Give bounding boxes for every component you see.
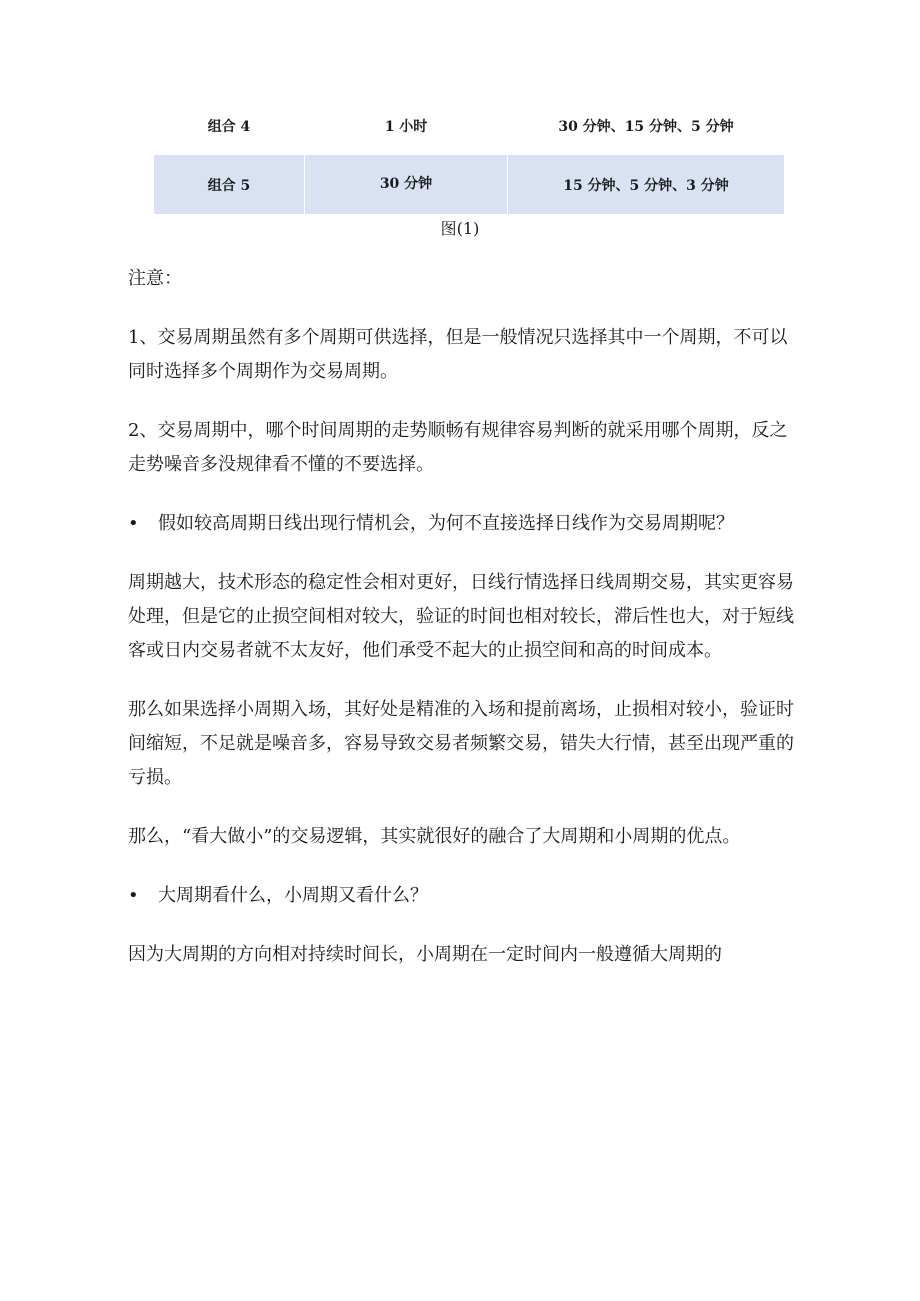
paragraph: 因为大周期的方向相对持续时间长，小周期在一定时间内一般遵循大周期的 <box>128 944 722 965</box>
bullet-icon: • <box>128 513 139 534</box>
sub-periods: 30 分钟、15 分钟、5 分钟 <box>558 118 734 135</box>
period-combination-table <box>154 96 784 214</box>
table-row <box>154 96 784 155</box>
paragraph: 那么如果选择小周期入场，其好处是精准的入场和提前离场，止损相对较小，验证时间缩短，不足就是噪音多，容易导致交易者频繁交易，错失大行情，甚至出现严重的亏损。 <box>128 699 794 788</box>
bullet-text: 大周期看什么，小周期又看什么？ <box>158 885 428 906</box>
note-item-1: 1、交易周期虽然有多个周期可供选择，但是一般情况只选择其中一个周期，不可以同时选择多个周期作为交易周期。 <box>128 327 788 382</box>
bullet-question-1 <box>128 507 796 541</box>
notes-heading: 注意： <box>128 268 182 289</box>
combination-name: 组合 4 <box>207 118 251 135</box>
combination-name: 组合 5 <box>207 177 251 194</box>
note-item-2: 2、交易周期中，哪个时间周期的走势顺畅有规律容易判断的就采用哪个周期，反之走势噪音多没规律看不懂的不要选择。 <box>128 420 788 475</box>
table-row <box>154 155 784 214</box>
paragraph: 那么，“看大做小”的交易逻辑，其实就很好的融合了大周期和小周期的优点。 <box>128 826 741 847</box>
figure-caption: 图(1) <box>440 219 480 238</box>
paragraph: 周期越大，技术形态的稳定性会相对更好，日线行情选择日线周期交易，其实更容易处理，但是它的止损空间相对较大，验证的时间也相对较长，滞后性也大，对于短线客或日内交易者就不太友好，他们承受不起大的止损空间和高的时间成本。 <box>128 572 794 661</box>
article-body <box>128 262 796 997</box>
bullet-text: 假如较高周期日线出现行情机会，为何不直接选择日线作为交易周期呢？ <box>158 513 734 534</box>
trading-period: 30 分钟 <box>304 155 508 214</box>
sub-periods: 15 分钟、5 分钟、3 分钟 <box>563 177 729 194</box>
bullet-question-2 <box>128 879 796 913</box>
bullet-icon: • <box>128 885 139 906</box>
trading-period: 1 小时 <box>384 118 428 135</box>
